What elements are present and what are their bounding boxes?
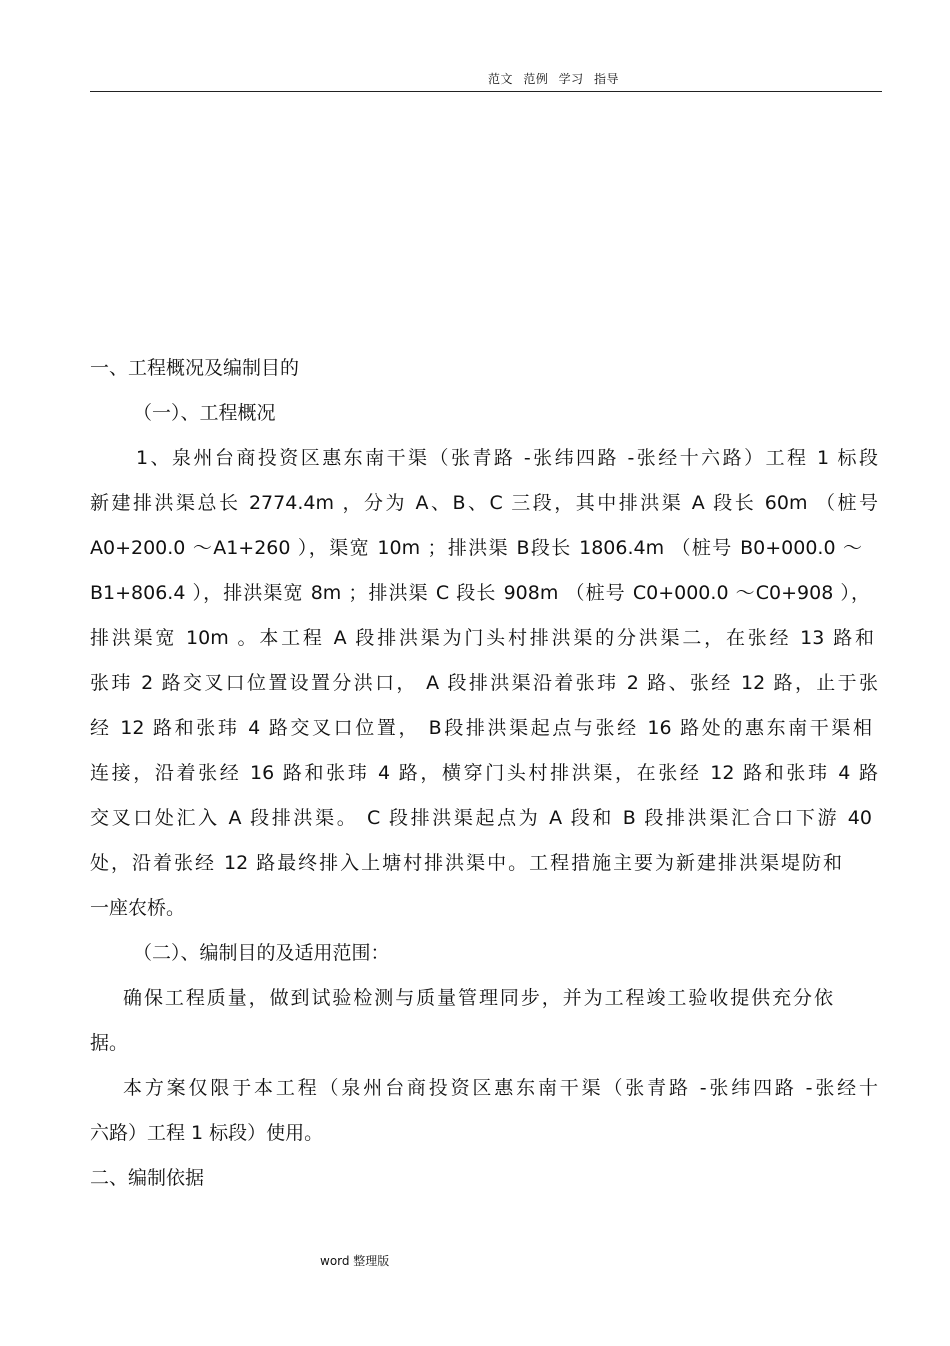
subsection-heading-2: （二）、编制目的及适用范围： [133,942,390,964]
paragraph-line: 处，沿着张经 12 路最终排入上塘村排洪渠中。工程措施主要为新建排洪渠堤防和 [90,852,842,874]
paragraph-line: 确保工程质量，做到试验检测与质量管理同步，并为工程竣工验收提供充分依 [123,987,833,1009]
section-heading-1: 一、工程概况及编制目的 [90,357,300,379]
paragraph-line: 本方案仅限于本工程（泉州台商投资区惠东南干渠（张青路 -张纬四路 -张经十 [123,1077,878,1099]
paragraph-line: 排洪渠宽 10m 。本工程 A 段排洪渠为门头村排洪渠的分洪渠二，在张经 13 路和 [90,627,874,649]
page-header: 范文 范例 学习 指导 [488,72,619,86]
paragraph-line: 据。 [90,1032,129,1054]
paragraph-line: 交叉口处汇入 A 段排洪渠。 C 段排洪渠起点为 A 段和 B 段排洪渠汇合口下游 40 [90,807,872,829]
paragraph-line: 经 12 路和张玮 4 路交叉口位置， B段排洪渠起点与张经 16 路处的惠东南干渠相 [90,717,872,739]
paragraph-line: 一座农桥。 [90,897,186,919]
section-heading-2: 二、编制依据 [90,1167,205,1189]
header-divider [90,91,882,92]
page-footer: word 整理版 [320,1254,390,1268]
paragraph-line: 1、泉州台商投资区惠东南干渠（张青路 -张纬四路 -张经十六路）工程 1 标段 [136,447,878,469]
paragraph-line: A0+200.0 ～A1+260 ），渠宽 10m ；排洪渠 B段长 1806.4m （桩号 B0+000.0 ～ [90,537,862,559]
paragraph-line: 六路）工程 1 标段）使用。 [90,1122,324,1144]
paragraph-line: B1+806.4 ），排洪渠宽 8m ；排洪渠 C 段长 908m （桩号 C0+000.0 ～C0+908 ）， [90,582,870,604]
subsection-heading-1: （一）、工程概况 [133,402,276,424]
paragraph-line: 新建排洪渠总长 2774.4m ，分为 A、B、C 三段，其中排洪渠 A 段长 60m （桩号 [90,492,878,514]
paragraph-line: 连接，沿着张经 16 路和张玮 4 路，横穿门头村排洪渠，在张经 12 路和张玮 4 路 [90,762,878,784]
paragraph-line: 张玮 2 路交叉口位置设置分洪口， A 段排洪渠沿着张玮 2 路、张经 12 路，止于张 [90,672,878,694]
